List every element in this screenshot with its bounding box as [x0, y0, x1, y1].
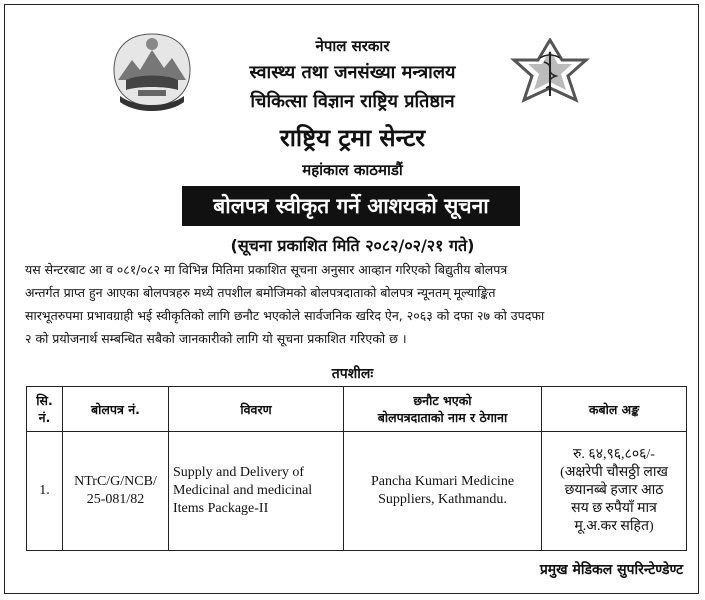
location-heading: महांकाल काठमाडौं: [302, 161, 403, 179]
center-heading: राष्ट्रिय ट्रमा सेन्टर: [279, 124, 426, 152]
description-line: Supply and Delivery of: [173, 465, 305, 480]
bid-number-line: 25-081/82: [86, 492, 145, 507]
amount-line: सय छ रुपैयाँ मात्र: [571, 501, 657, 516]
table-header-row: [27, 387, 687, 432]
cell-amount: [542, 432, 687, 551]
notice-body-line: यस सेन्टरबाट आ व ०८१/०८२ मा विभिन्न मितिमा प्रकाशित सूचना अनुसार आव्हान गरिएको बिद्युतीय बोलपत्र: [25, 262, 508, 277]
table-row: [27, 432, 687, 551]
cell-serial-number: 1.: [27, 432, 63, 551]
cell-description: [169, 432, 344, 551]
amount-line: (अक्षरेपी चौसठ्ठी लाख: [560, 465, 668, 480]
amount-line: छयानब्बे हजार आठ: [564, 483, 664, 498]
header-description: विवरण: [169, 387, 344, 432]
header-sn-line: नं.: [38, 410, 51, 425]
academy-heading: चिकित्सा विज्ञान राष्ट्रिय प्रतिष्ठान: [250, 91, 455, 112]
header-serial-number: [27, 387, 63, 432]
supplier-line: Pancha Kumari Medicine: [370, 474, 515, 489]
bid-number-line: NTrC/G/NCB/: [74, 474, 157, 489]
description-line: Items Package-II: [173, 501, 269, 516]
header-amount: कबोल अङ्क: [542, 387, 687, 432]
bid-details-table: [26, 386, 687, 551]
cell-bid-number: [63, 432, 169, 551]
amount-line: रु. ६४,९६,८०६/-: [573, 447, 655, 462]
notice-body-line: २ को प्रयोजनार्थ सम्बन्धित सबैको जानकारीको लागि यो सूचना प्रकाशित गरिएको छ ।: [25, 331, 407, 346]
header-supplier-line: छनौट भएको: [413, 393, 472, 408]
header-supplier: [344, 387, 542, 432]
notice-title-banner: बोलपत्र स्वीकृत गर्ने आशयको सूचना: [182, 186, 520, 226]
details-label: तपशीलः: [331, 366, 374, 382]
header-sn-line: सि.: [36, 393, 53, 408]
notice-body-line: सारभूतरुपमा प्रभावग्राही भई स्वीकृतिको लागि छनौट भएकोले सार्वजनिक खरिद ऐन, २०६३ को दफा २७ को उपदफा: [25, 308, 545, 323]
cell-supplier: [344, 432, 542, 551]
notice-body-line: अन्तर्गत प्राप्त हुन आएका बोलपत्रहरु मध्ये तपशील बमोजिमको बोलपत्रदाताको बोलपत्र न्यूनतम् मूल्याङ्कित: [25, 285, 496, 300]
header-supplier-line: बोलपत्रदाताको नाम र ठेगाना: [377, 410, 508, 425]
description-line: Medicinal and medicinal: [173, 483, 313, 498]
supplier-line: Suppliers, Kathmandu.: [378, 492, 507, 507]
header-bid-number: बोलपत्र नं.: [63, 387, 169, 432]
notice-body: [25, 258, 685, 350]
signature: प्रमुख मेडिकल सुपरिन्टेण्डेण्ट: [539, 562, 683, 578]
ministry-heading: स्वास्थ्य तथा जनसंख्या मन्त्रालय: [249, 62, 456, 83]
government-heading: नेपाल सरकार: [315, 37, 390, 55]
amount-line: मू.अ.कर सहित): [574, 519, 654, 534]
published-date: (सूचना प्रकाशित मिति २०८२/०२/२१ गते): [230, 236, 475, 255]
